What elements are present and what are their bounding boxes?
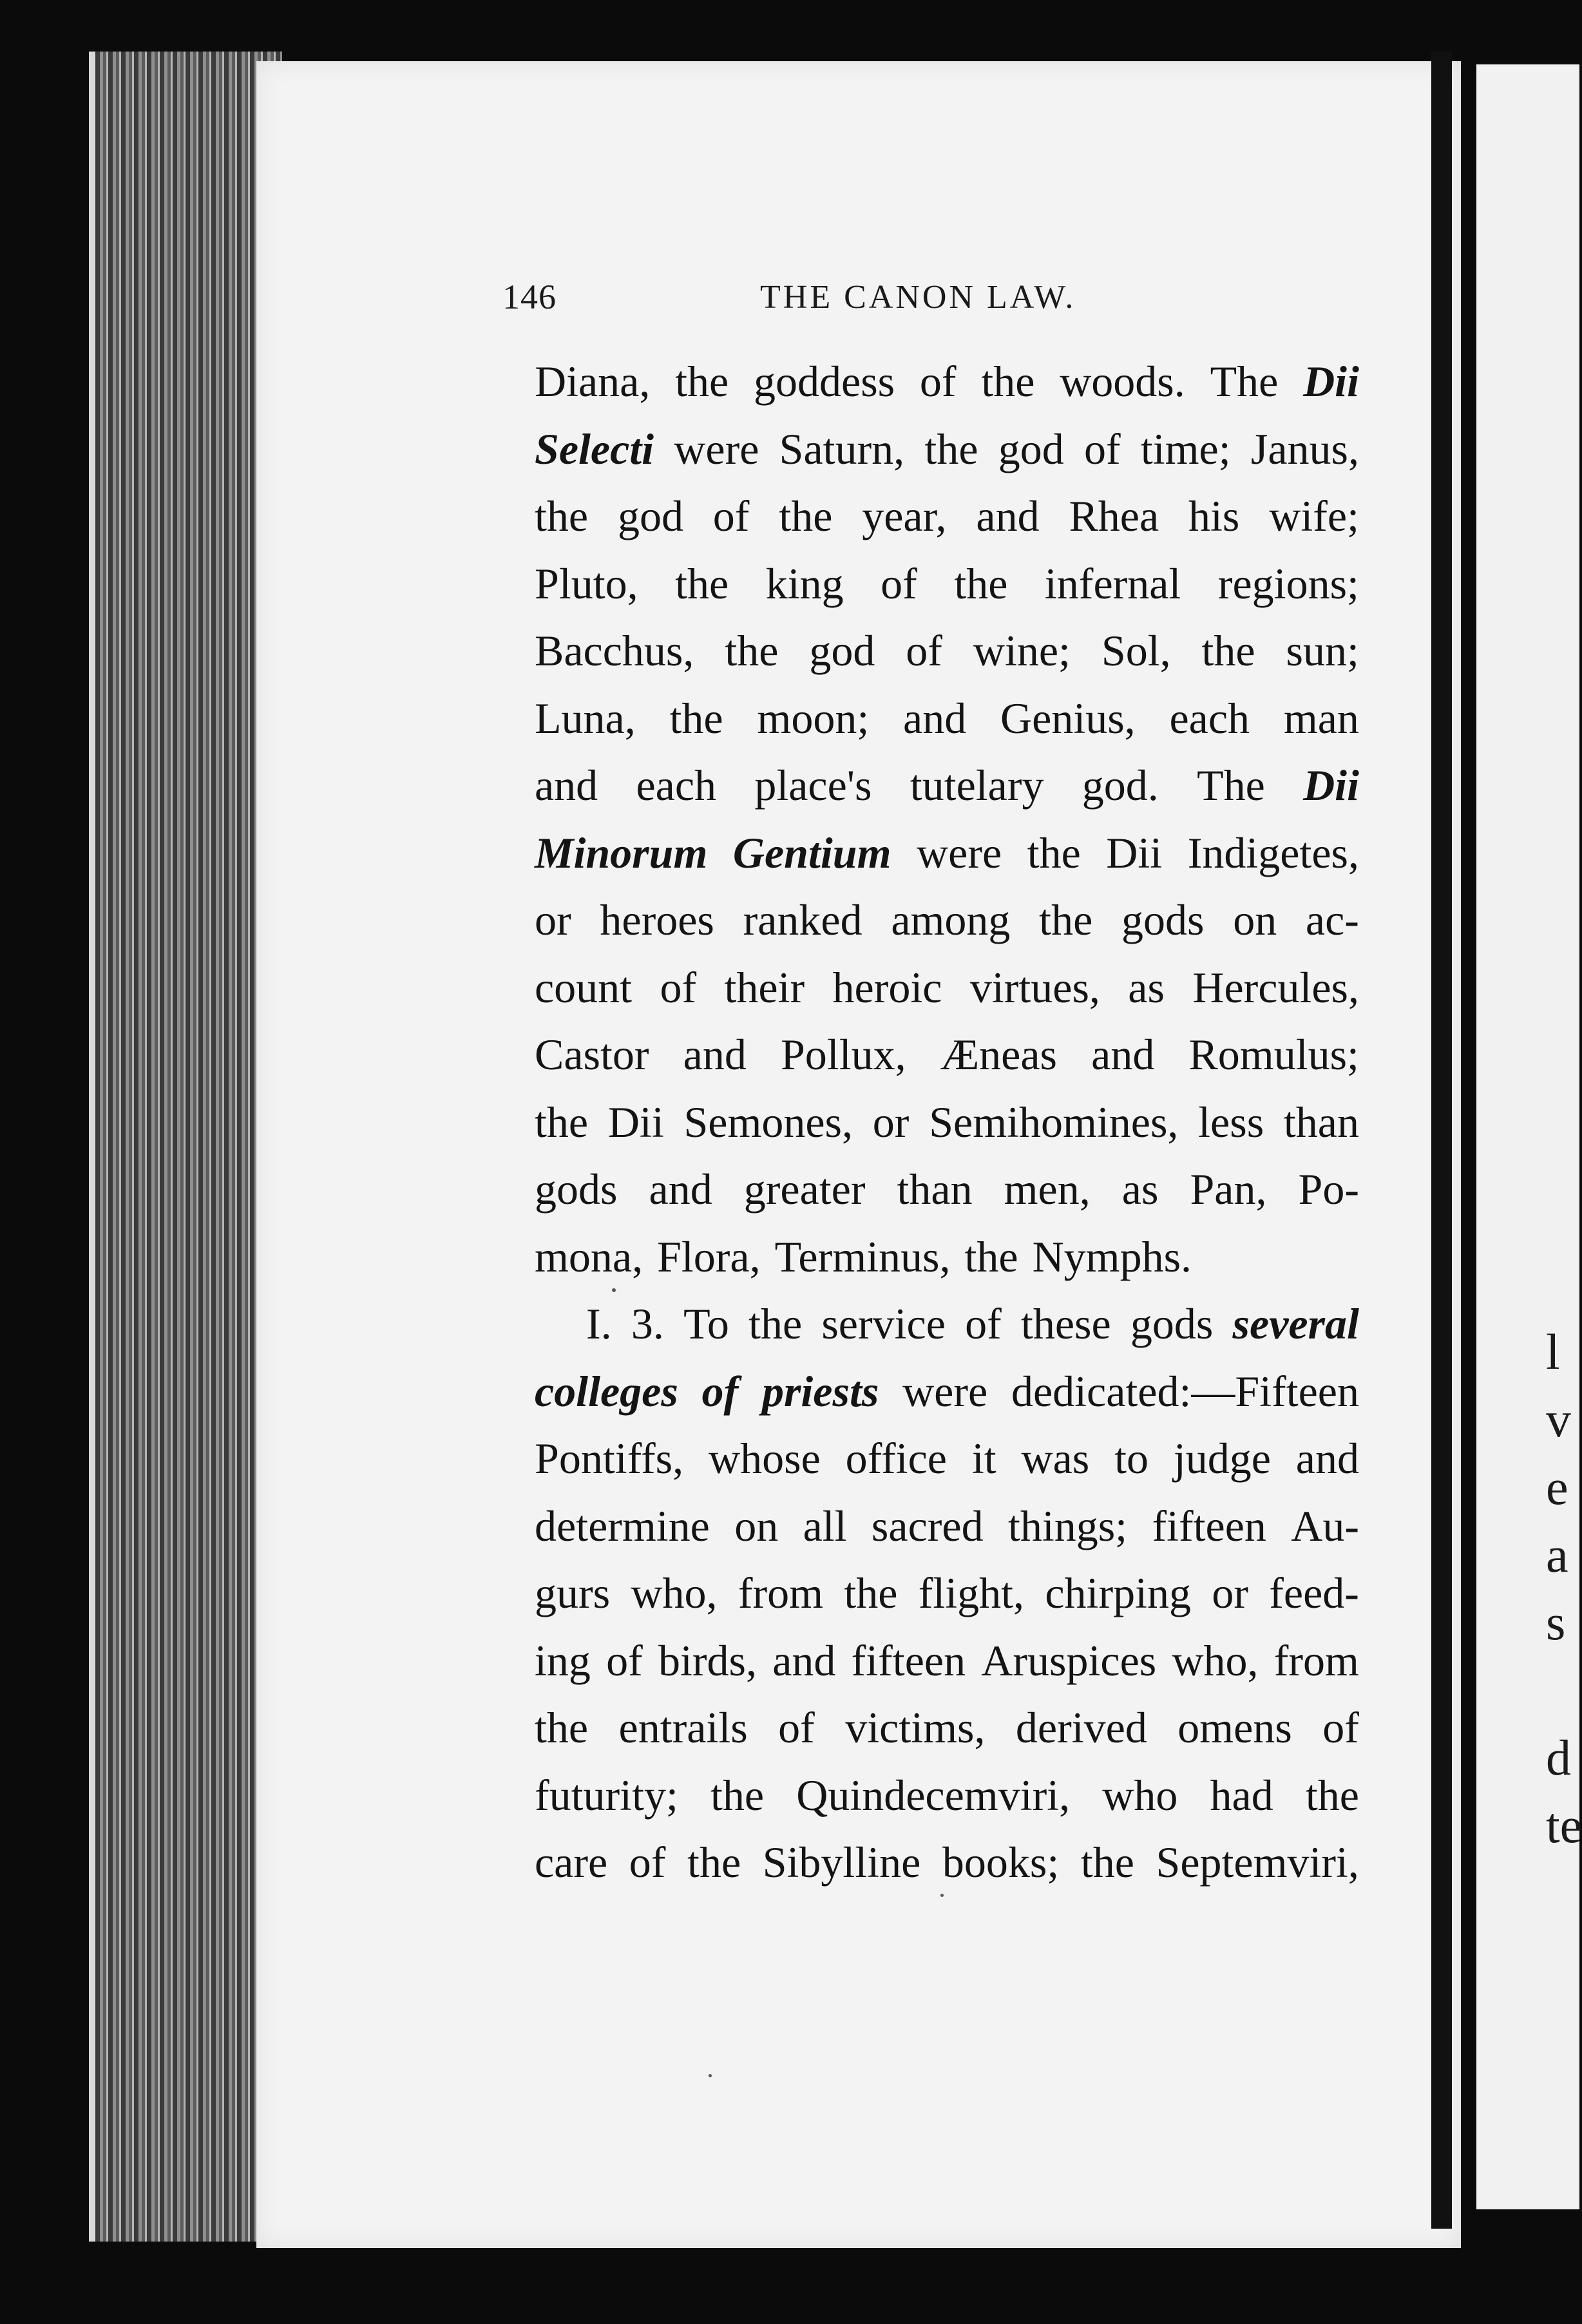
word: wife; xyxy=(1269,491,1359,540)
word: Castor xyxy=(535,1030,649,1079)
word: Janus, xyxy=(1250,424,1359,473)
word: god. xyxy=(1082,761,1159,810)
word: the xyxy=(675,357,729,406)
print-speck xyxy=(709,2074,712,2077)
word: books; xyxy=(942,1838,1060,1887)
facing-page-letter: v xyxy=(1546,1391,1571,1447)
text-line xyxy=(535,752,1359,819)
word: of xyxy=(919,357,957,406)
word: the xyxy=(1080,1838,1134,1887)
word: were xyxy=(902,1366,988,1416)
word: Pollux, xyxy=(780,1030,906,1079)
word: tutelary xyxy=(910,761,1044,810)
word: judge xyxy=(1173,1434,1271,1483)
word: The xyxy=(1210,357,1279,406)
word: the xyxy=(1201,626,1255,675)
word: service xyxy=(821,1299,946,1348)
word: dedicated:—Fifteen xyxy=(1011,1366,1359,1416)
word: less xyxy=(1198,1097,1264,1147)
word: of xyxy=(778,1703,815,1752)
word: Dii xyxy=(607,1097,664,1147)
word: than xyxy=(897,1165,973,1214)
text-line xyxy=(535,1290,1359,1358)
page-header xyxy=(502,271,1378,322)
word: or xyxy=(1212,1568,1248,1617)
word: the xyxy=(1039,895,1093,944)
word: Romulus; xyxy=(1188,1030,1359,1079)
word: Nymphs. xyxy=(1032,1232,1192,1281)
word: mona, xyxy=(535,1232,643,1281)
word: and xyxy=(1091,1030,1155,1079)
running-head: THE CANON LAW. xyxy=(760,279,1076,316)
word: Au- xyxy=(1291,1501,1359,1550)
word: care xyxy=(535,1838,608,1887)
word: who xyxy=(1102,1770,1178,1820)
text-line xyxy=(535,886,1359,954)
word: the xyxy=(981,357,1035,406)
word: all xyxy=(803,1501,847,1550)
word: Septemviri, xyxy=(1156,1838,1359,1887)
word: of xyxy=(881,558,917,608)
word: man xyxy=(1283,693,1359,743)
word: king xyxy=(765,558,844,608)
word: and xyxy=(976,491,1040,540)
word: year, xyxy=(862,491,947,540)
word: To xyxy=(683,1299,729,1348)
word: of xyxy=(660,962,697,1012)
word: greater xyxy=(743,1165,866,1214)
word: virtues, xyxy=(969,962,1100,1012)
word: Luna, xyxy=(535,693,636,743)
word: the xyxy=(675,558,729,608)
word: who, xyxy=(1172,1635,1259,1685)
word: several xyxy=(1232,1299,1359,1348)
word: and xyxy=(772,1635,836,1685)
text-line xyxy=(535,1627,1359,1695)
text-line xyxy=(535,1492,1359,1560)
text-line xyxy=(535,617,1359,685)
word: each xyxy=(1169,693,1250,743)
word: chirping xyxy=(1045,1568,1191,1617)
text-line xyxy=(535,1559,1359,1627)
word: Diana, xyxy=(535,357,651,406)
word: had xyxy=(1210,1770,1273,1820)
word: from xyxy=(738,1568,824,1617)
word: it xyxy=(971,1434,996,1483)
text-line xyxy=(535,1223,1359,1291)
word: Selecti xyxy=(535,424,654,473)
word: the xyxy=(535,491,589,540)
word: the xyxy=(1305,1770,1359,1820)
print-speck xyxy=(612,1288,616,1292)
word: ac- xyxy=(1305,895,1359,944)
text-line xyxy=(535,1425,1359,1492)
text-line xyxy=(535,1156,1359,1223)
word: of xyxy=(1083,424,1121,473)
word: Hercules, xyxy=(1192,962,1359,1012)
word: men, xyxy=(1004,1165,1091,1214)
word: or xyxy=(872,1097,910,1147)
word: each xyxy=(636,761,717,810)
text-line xyxy=(535,415,1359,483)
word: Sol, xyxy=(1101,626,1171,675)
word: Pan, xyxy=(1190,1165,1267,1214)
word: the xyxy=(669,693,723,743)
word: gurs xyxy=(535,1568,611,1617)
word: than xyxy=(1283,1097,1359,1147)
word: and xyxy=(683,1030,747,1079)
word: omens xyxy=(1177,1703,1292,1752)
word: as xyxy=(1128,962,1165,1012)
word: sacred xyxy=(871,1501,984,1550)
word: to xyxy=(1114,1434,1148,1483)
gutter-shadow xyxy=(1431,52,1452,2229)
word: birds, xyxy=(658,1635,757,1685)
facing-page-fragment xyxy=(1476,64,1582,2209)
word: heroes xyxy=(600,895,714,944)
word: of xyxy=(629,1838,666,1887)
word: of xyxy=(965,1299,1002,1348)
facing-page-letter: s xyxy=(1546,1594,1566,1650)
word: the xyxy=(954,558,1008,608)
word: Dii xyxy=(1303,357,1359,406)
word: Dii xyxy=(1303,761,1359,810)
word: feed- xyxy=(1269,1568,1359,1617)
word: futurity; xyxy=(535,1770,678,1820)
print-speck xyxy=(940,1894,944,1897)
word: entrails xyxy=(618,1703,748,1752)
word: things; xyxy=(1007,1501,1128,1550)
page-number: 146 xyxy=(502,278,557,316)
word: place's xyxy=(754,761,872,810)
text-line xyxy=(535,1021,1359,1089)
word: Dii xyxy=(1106,828,1163,877)
facing-page-letter: d xyxy=(1546,1729,1571,1786)
word: of xyxy=(712,491,750,540)
word: Flora, xyxy=(657,1232,761,1281)
word: Indigetes, xyxy=(1187,828,1359,877)
word: from xyxy=(1273,1635,1359,1685)
word: count xyxy=(535,962,633,1012)
word: I. xyxy=(586,1299,612,1348)
word: goddess xyxy=(754,357,895,406)
facing-page-letter: l xyxy=(1546,1324,1560,1380)
word: priests xyxy=(761,1366,879,1416)
word: fifteen xyxy=(1152,1501,1266,1550)
word: determine xyxy=(535,1501,710,1550)
word: their xyxy=(724,962,805,1012)
word: on xyxy=(734,1501,779,1550)
word: office xyxy=(845,1434,947,1483)
word: the xyxy=(1027,828,1081,877)
word: the xyxy=(710,1770,765,1820)
word: regions; xyxy=(1217,558,1359,608)
word: heroic xyxy=(832,962,942,1012)
word: Po- xyxy=(1298,1165,1359,1214)
word: Æneas xyxy=(940,1030,1058,1079)
word: of xyxy=(606,1635,643,1685)
word: The xyxy=(1197,761,1265,810)
word: of xyxy=(906,626,942,675)
word: the xyxy=(964,1232,1018,1281)
word: infernal xyxy=(1044,558,1181,608)
word: Quindecemviri, xyxy=(796,1770,1071,1820)
word: or xyxy=(535,895,571,944)
word: Semihomines, xyxy=(929,1097,1179,1147)
text-line xyxy=(535,1089,1359,1156)
word: god xyxy=(998,424,1064,473)
word: who, xyxy=(631,1568,718,1617)
word: was xyxy=(1021,1434,1090,1483)
word: of xyxy=(701,1366,739,1416)
facing-page-letter: te xyxy=(1546,1797,1582,1853)
word: wine; xyxy=(973,626,1071,675)
word: the xyxy=(725,626,779,675)
word: Minorum xyxy=(535,828,708,877)
word: of xyxy=(1322,1703,1359,1752)
text-line xyxy=(535,1762,1359,1829)
word: Aruspices xyxy=(981,1635,1157,1685)
word: the xyxy=(687,1838,741,1887)
word: time; xyxy=(1140,424,1231,473)
facing-page-letter: e xyxy=(1546,1459,1568,1515)
word: gods xyxy=(535,1165,618,1214)
word: Pluto, xyxy=(535,558,638,608)
word: and xyxy=(903,693,967,743)
text-line xyxy=(535,550,1359,618)
word: Bacchus, xyxy=(535,626,694,675)
word: whose xyxy=(709,1434,821,1483)
book-page-edges xyxy=(89,52,282,2242)
word: the xyxy=(844,1568,898,1617)
word: god xyxy=(809,626,875,675)
word: on xyxy=(1233,895,1277,944)
word: the xyxy=(535,1097,589,1147)
word: as xyxy=(1121,1165,1159,1214)
text-line xyxy=(535,1694,1359,1762)
word: derived xyxy=(1015,1703,1147,1752)
text-line xyxy=(535,954,1359,1022)
word: the xyxy=(748,1299,803,1348)
word: and xyxy=(535,761,598,810)
word: Semones, xyxy=(683,1097,853,1147)
word: Pontiffs, xyxy=(535,1434,684,1483)
word: moon; xyxy=(757,693,870,743)
word: sun; xyxy=(1286,626,1359,675)
word: woods. xyxy=(1060,357,1185,406)
word: the xyxy=(779,491,833,540)
word: Rhea xyxy=(1069,491,1159,540)
word: god xyxy=(617,491,683,540)
word: colleges xyxy=(535,1366,678,1416)
text-line xyxy=(535,348,1359,415)
text-line xyxy=(535,482,1359,550)
text-line xyxy=(535,1358,1359,1425)
text-line xyxy=(535,1829,1359,1896)
word: Saturn, xyxy=(779,424,905,473)
word: Sibylline xyxy=(762,1838,921,1887)
facing-page-letter: a xyxy=(1546,1527,1568,1583)
word: the xyxy=(924,424,978,473)
word: 3. xyxy=(631,1299,664,1348)
word: ing xyxy=(535,1635,591,1685)
word: and xyxy=(649,1165,712,1214)
word: his xyxy=(1188,491,1240,540)
word: Gentium xyxy=(732,828,891,877)
word: were xyxy=(674,424,759,473)
word: were xyxy=(917,828,1002,877)
word: among xyxy=(891,895,1011,944)
word: Terminus, xyxy=(774,1232,951,1281)
word: and xyxy=(1295,1434,1359,1483)
word: victims, xyxy=(845,1703,986,1752)
word: the xyxy=(535,1703,589,1752)
word: Genius, xyxy=(1000,693,1136,743)
text-line xyxy=(535,819,1359,887)
word: gods xyxy=(1121,895,1205,944)
text-line xyxy=(535,685,1359,752)
word: ranked xyxy=(743,895,862,944)
word: flight, xyxy=(918,1568,1025,1617)
word: fifteen xyxy=(851,1635,966,1685)
word: gods xyxy=(1130,1299,1214,1348)
body-text xyxy=(535,348,1359,1896)
word: these xyxy=(1020,1299,1111,1348)
